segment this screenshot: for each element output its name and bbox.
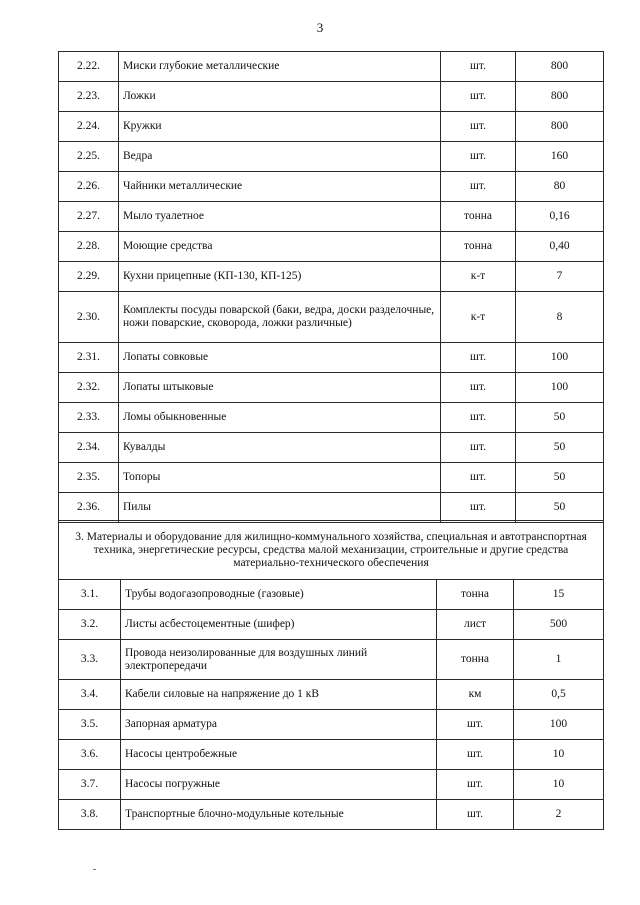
item-name: Лопаты штыковые bbox=[119, 373, 441, 403]
item-quantity: 80 bbox=[516, 172, 604, 202]
item-unit: шт. bbox=[441, 172, 516, 202]
item-number: 2.25. bbox=[59, 142, 119, 172]
table-row bbox=[59, 292, 604, 343]
item-unit: шт. bbox=[441, 433, 516, 463]
table-row bbox=[59, 640, 604, 680]
item-name: Ведра bbox=[119, 142, 441, 172]
item-quantity: 100 bbox=[516, 373, 604, 403]
item-quantity: 160 bbox=[516, 142, 604, 172]
item-quantity: 50 bbox=[516, 433, 604, 463]
table-row bbox=[59, 740, 604, 770]
table-row bbox=[59, 710, 604, 740]
item-number: 3.6. bbox=[59, 740, 121, 770]
item-unit: шт. bbox=[441, 463, 516, 493]
table-row bbox=[59, 800, 604, 830]
item-quantity: 10 bbox=[514, 770, 604, 800]
item-quantity: 500 bbox=[514, 610, 604, 640]
table-row bbox=[59, 172, 604, 202]
item-unit: тонна bbox=[437, 640, 514, 680]
table-row bbox=[59, 112, 604, 142]
item-name: Транспортные блочно-модульные котельные bbox=[121, 800, 437, 830]
item-unit: шт. bbox=[437, 770, 514, 800]
item-number: 2.29. bbox=[59, 262, 119, 292]
item-name: Листы асбестоцементные (шифер) bbox=[121, 610, 437, 640]
item-unit: к-т bbox=[441, 262, 516, 292]
item-number: 3.1. bbox=[59, 580, 121, 610]
item-name: Топоры bbox=[119, 463, 441, 493]
item-name: Трубы водогазопроводные (газовые) bbox=[121, 580, 437, 610]
item-name: Комплекты посуды поварской (баки, ведра, доски разделочные, ножи поварские, сковорода, ложки различные) bbox=[119, 292, 441, 343]
item-quantity: 50 bbox=[516, 403, 604, 433]
table-row bbox=[59, 82, 604, 112]
item-name: Лопаты совковые bbox=[119, 343, 441, 373]
item-quantity: 8 bbox=[516, 292, 604, 343]
item-name: Запорная арматура bbox=[121, 710, 437, 740]
item-name: Мыло туалетное bbox=[119, 202, 441, 232]
item-name: Насосы погружные bbox=[121, 770, 437, 800]
table-row bbox=[59, 232, 604, 262]
item-quantity: 0,40 bbox=[516, 232, 604, 262]
item-quantity: 800 bbox=[516, 52, 604, 82]
item-number: 2.35. bbox=[59, 463, 119, 493]
item-name: Ложки bbox=[119, 82, 441, 112]
item-quantity: 0,16 bbox=[516, 202, 604, 232]
item-quantity: 50 bbox=[516, 493, 604, 523]
item-unit: км bbox=[437, 680, 514, 710]
item-quantity: 50 bbox=[516, 463, 604, 493]
table-row bbox=[59, 52, 604, 82]
item-number: 2.22. bbox=[59, 52, 119, 82]
table-row bbox=[59, 142, 604, 172]
item-number: 3.8. bbox=[59, 800, 121, 830]
table-row bbox=[59, 373, 604, 403]
item-name: Миски глубокие металлические bbox=[119, 52, 441, 82]
item-name: Насосы центробежные bbox=[121, 740, 437, 770]
item-quantity: 800 bbox=[516, 82, 604, 112]
item-unit: шт. bbox=[441, 343, 516, 373]
table-row bbox=[59, 610, 604, 640]
page-number: 3 bbox=[316, 20, 324, 35]
item-unit: шт. bbox=[441, 82, 516, 112]
section-heading-row bbox=[59, 521, 604, 580]
item-unit: шт. bbox=[437, 710, 514, 740]
table-row bbox=[59, 680, 604, 710]
item-quantity: 800 bbox=[516, 112, 604, 142]
table-row bbox=[59, 580, 604, 610]
item-number: 2.34. bbox=[59, 433, 119, 463]
item-number: 2.28. bbox=[59, 232, 119, 262]
item-name: Кувалды bbox=[119, 433, 441, 463]
item-unit: тонна bbox=[441, 202, 516, 232]
table-row bbox=[59, 433, 604, 463]
item-number: 2.26. bbox=[59, 172, 119, 202]
item-unit: шт. bbox=[441, 142, 516, 172]
item-unit: шт. bbox=[437, 800, 514, 830]
item-name: Провода неизолированные для воздушных линий электропередачи bbox=[121, 640, 437, 680]
item-name: Пилы bbox=[119, 493, 441, 523]
item-name: Кабели силовые на напряжение до 1 кВ bbox=[121, 680, 437, 710]
item-name: Моющие средства bbox=[119, 232, 441, 262]
table-row bbox=[59, 262, 604, 292]
item-number: 2.31. bbox=[59, 343, 119, 373]
item-number: 3.3. bbox=[59, 640, 121, 680]
item-name: Чайники металлические bbox=[119, 172, 441, 202]
item-unit: тонна bbox=[437, 580, 514, 610]
item-number: 2.33. bbox=[59, 403, 119, 433]
item-unit: шт. bbox=[437, 740, 514, 770]
table-row bbox=[59, 493, 604, 523]
scan-artifact bbox=[93, 869, 96, 870]
item-quantity: 2 bbox=[514, 800, 604, 830]
supplies-table-body bbox=[59, 52, 604, 523]
item-quantity: 100 bbox=[516, 343, 604, 373]
item-unit: шт. bbox=[441, 112, 516, 142]
item-number: 2.23. bbox=[59, 82, 119, 112]
item-quantity: 15 bbox=[514, 580, 604, 610]
item-number: 2.36. bbox=[59, 493, 119, 523]
item-number: 2.24. bbox=[59, 112, 119, 142]
item-number: 2.32. bbox=[59, 373, 119, 403]
table-row bbox=[59, 343, 604, 373]
item-unit: шт. bbox=[441, 373, 516, 403]
item-unit: шт. bbox=[441, 403, 516, 433]
item-name: Кухни прицепные (КП-130, КП-125) bbox=[119, 262, 441, 292]
supplies-table-section-2 bbox=[58, 51, 604, 523]
item-unit: шт. bbox=[441, 52, 516, 82]
item-number: 2.27. bbox=[59, 202, 119, 232]
item-number: 3.2. bbox=[59, 610, 121, 640]
item-quantity: 100 bbox=[514, 710, 604, 740]
item-number: 3.4. bbox=[59, 680, 121, 710]
supplies-table-section-3 bbox=[58, 520, 604, 830]
item-quantity: 7 bbox=[516, 262, 604, 292]
item-quantity: 1 bbox=[514, 640, 604, 680]
item-number: 2.30. bbox=[59, 292, 119, 343]
item-unit: шт. bbox=[441, 493, 516, 523]
item-name: Кружки bbox=[119, 112, 441, 142]
table-row bbox=[59, 202, 604, 232]
item-number: 3.7. bbox=[59, 770, 121, 800]
item-quantity: 0,5 bbox=[514, 680, 604, 710]
section-heading: 3. Материалы и оборудование для жилищно-коммунального хозяйства, специальная и автотранспортная техника, энергетические ресурсы, средства малой механизации, строительные и другие средства материально-технического обеспечения bbox=[59, 521, 604, 580]
item-unit: лист bbox=[437, 610, 514, 640]
table-row bbox=[59, 463, 604, 493]
item-unit: к-т bbox=[441, 292, 516, 343]
table-row bbox=[59, 770, 604, 800]
item-quantity: 10 bbox=[514, 740, 604, 770]
item-number: 3.5. bbox=[59, 710, 121, 740]
item-name: Ломы обыкновенные bbox=[119, 403, 441, 433]
table-row bbox=[59, 403, 604, 433]
item-unit: тонна bbox=[441, 232, 516, 262]
supplies-table-body bbox=[59, 521, 604, 830]
